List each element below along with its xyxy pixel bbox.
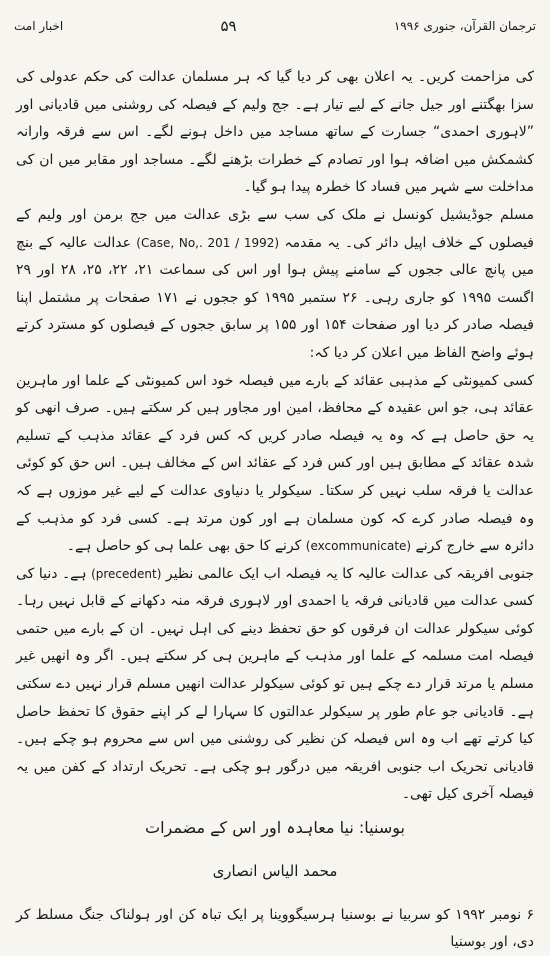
paragraph-text: کی مزاحمت کریں۔ یہ اعلان بھی کر دیا گیا کہ ہر مسلمان عدالت کی حکم عدولی کی سزا بھگتنے اور جیل جانے کے لیے تیار ہے۔ جج ولیم کے فیصلہ کی روشنی میں قادیانی اور ”لاہوری احمدی“ جسارت کے ساتھ مساجد میں داخل ہونے لگے۔ اس سے فرقہ وارانہ کشمکش میں اضافہ ہوا اور تصادم کے خطرات بڑھنے لگے۔ مساجد اور مقابر میں ان کی مداخلت سے شہر میں فساد کا خطرہ پیدا ہو گیا۔ <box>16 69 534 196</box>
english-term: (excommunicate) <box>305 539 412 554</box>
paragraph-4 <box>16 561 534 809</box>
paragraph-1 <box>16 64 534 202</box>
paragraph-text: کسی کمیونٹی کے مذہبی عقائد کے بارے میں فیصلہ خود اس کمیونٹی کے علما اور ماہرین عقائد ہی، جو اس عقیدہ کے محافظ، امین اور مجاور ہیں کر سکتے ہیں۔ صرف انھی کو یہ حق حاصل ہے کہ وہ یہ فیصلہ صادر کریں کہ کس فرد کے عقائد مذہب کے تسلیم شدہ عقائد کے مطابق ہیں اور کس فرد کے عقائد اس کے مخالف ہیں۔ اس حق کو کوئی عدالت یا فرقہ سلب نہیں کر سکتا۔ سیکولر یا دنیاوی عدالت کے لیے غیر موزوں ہے کہ وہ فیصلہ صادر کرے کہ کون مسلمان ہے اور کون مرتد ہے۔ کسی فرد کو مذہب کے دائرہ سے خارج کرنے <box>16 372 534 555</box>
paragraph-text: کرنے کا حق بھی علما ہی کو حاصل ہے۔ <box>66 538 302 555</box>
paragraph-text: جنوبی افریقہ کی عدالت عالیہ کا یہ فیصلہ اب ایک عالمی نظیر <box>165 565 535 582</box>
section-name: اخبار امت <box>14 19 64 33</box>
english-term: (precedent) <box>91 566 162 581</box>
case-number: (Case, No,. 201 / 1992) <box>136 235 280 250</box>
article-author: محمد الیاس انصاری <box>212 862 338 880</box>
paragraph-2 <box>16 202 534 368</box>
article-first-line: ۶ نومبر ۱۹۹۲ کو سربیا نے بوسنیا ہرسیگووینا پر ایک تباہ کن اور ہولناک جنگ مسلط کر دی، اور بوسنیا <box>16 907 534 950</box>
paragraph-text: عدالت عالیہ کے بنچ میں پانچ عالی ججوں کے سامنے پیش ہوا اور اس کی سماعت ۲۱، ۲۲، ۲۵، ۲۸ اور ۲۹ اگست ۱۹۹۵ کو جاری رہی۔ ۲۶ ستمبر ۱۹۹۵ کو ججوں نے ۱۷۱ صفحات پر مشتمل اپنا فیصلہ صادر کر دیا اور صفحات ۱۵۴ اور ۱۵۵ پر سابق ججوں کے فیصلوں کو مسترد کرتے ہوئے واضح الفاظ میں اعلان کر دیا کہ: <box>16 234 535 361</box>
paragraph-3 <box>16 368 534 561</box>
page-header <box>14 14 536 38</box>
article-body <box>16 64 534 809</box>
article-title: بوسنیا: نیا معاہدہ اور اس کے مضمرات <box>145 818 405 837</box>
page-number: ۵۹ <box>220 17 237 35</box>
paragraph-text: ہے۔ دنیا کی کسی عدالت میں قادیانی فرقہ یا احمدی اور لاہوری فرقہ منہ دکھانے کے قابل نہیں رہا۔ کوئی سیکولر عدالت ان فرقوں کو حق تحفظ دینے کی اہل نہیں۔ ان کے بارے میں حتمی فیصلہ امت مسلمہ کے علما اور مذہب کے ماہرین ہی کر سکتے ہیں۔ اگر وہ انھیں غیر مسلم یا مرتد قرار دے چکے ہیں تو کوئی سیکولر عدالت انھیں مسلم قرار نہیں دے سکتی ہے۔ قادیانی جو عام طور پر سیکولر عدالتوں کا سہارا لے کر اپنے حقوق کا تحفظ حاصل کیا کرتے تھے اب وہ اس فیصلہ کن نظیر کی روشنی میں اس سے محروم ہو چکے ہیں۔ قادیانی تحریک اب جنوبی افریقہ میں درگور ہو چکی ہے۔ تحریک ارتداد کے کفن میں یہ فیصلہ آخری کیل تھی۔ <box>16 565 534 803</box>
journal-title: ترجمان القرآن، جنوری ۱۹۹۶ <box>393 19 536 33</box>
paragraph-text: مسلم جوڈیشیل کونسل نے ملک کی سب سے بڑی عدالت میں جج برمن اور ولیم کے فیصلوں کے خلاف اپیل دائر کی۔ یہ مقدمہ <box>16 206 534 251</box>
